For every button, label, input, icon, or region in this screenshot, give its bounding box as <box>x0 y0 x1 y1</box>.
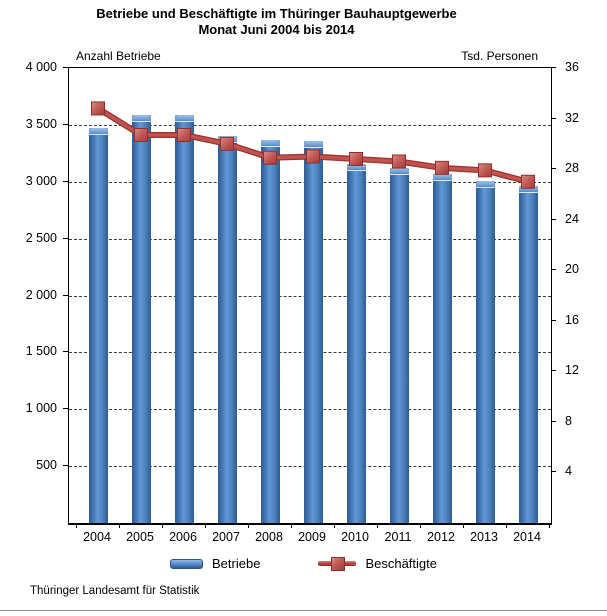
right-axis-tick-label: 36 <box>565 60 579 74</box>
x-axis-tick <box>162 524 163 528</box>
plot-area <box>68 67 552 525</box>
betriebe-bar-swatch-icon <box>170 559 203 569</box>
marker-beschaeftigte-2005 <box>135 128 148 141</box>
left-axis-tick-label: 3 000 <box>25 173 57 188</box>
right-axis-tick <box>551 219 556 220</box>
legend-label-betriebe: Betriebe <box>212 556 261 571</box>
marker-beschaeftigte-2004 <box>92 102 105 115</box>
x-axis-label-2010: 2010 <box>341 530 369 544</box>
source-attribution: Thüringer Landesamt für Statistik <box>30 585 200 597</box>
marker-beschaeftigte-2011 <box>393 155 406 168</box>
x-axis-label-2008: 2008 <box>255 530 283 544</box>
right-axis-header: Tsd. Personen <box>461 49 538 63</box>
right-axis-tick <box>551 269 556 270</box>
legend-label-beschaeftigte: Beschäftigte <box>365 556 437 571</box>
x-axis-label-2005: 2005 <box>126 530 154 544</box>
right-axis-tick-label: 12 <box>565 363 579 378</box>
marker-beschaeftigte-2012 <box>436 161 449 174</box>
right-axis-tick <box>551 118 556 119</box>
left-axis-tick-label: 2 500 <box>25 230 57 245</box>
legend-item-beschaeftigte <box>318 556 437 571</box>
right-axis-tick <box>551 370 556 371</box>
marker-beschaeftigte-2013 <box>479 164 492 177</box>
legend-item-betriebe <box>170 556 260 571</box>
left-axis-tick-label: 1 000 <box>25 401 57 416</box>
chart-title: Betriebe und Beschäftigte im Thüringer Bauhauptgewerbe <box>96 6 457 21</box>
marker-beschaeftigte-2007 <box>221 137 234 150</box>
right-axis-tick <box>551 168 556 169</box>
x-axis-tick <box>377 524 378 528</box>
beschaeftigte-line-layer <box>69 68 551 523</box>
left-axis-tick-label: 1 500 <box>25 344 57 359</box>
right-axis-tick-label: 8 <box>565 413 572 428</box>
left-axis-tick-label: 4 000 <box>25 60 57 74</box>
x-axis-label-2004: 2004 <box>83 530 111 544</box>
left-axis-tick <box>63 124 68 125</box>
right-axis-tick-label: 16 <box>565 312 579 327</box>
beschaeftigte-line-swatch-icon <box>318 557 356 570</box>
x-axis-tick <box>334 524 335 528</box>
marker-beschaeftigte-2009 <box>307 150 320 163</box>
left-axis-tick <box>63 67 68 68</box>
x-axis-tick <box>248 524 249 528</box>
marker-beschaeftigte-2006 <box>178 128 191 141</box>
right-axis-tick <box>551 67 556 68</box>
x-axis-tick <box>463 524 464 528</box>
right-axis-tick <box>551 471 556 472</box>
chart-title-block <box>0 6 553 38</box>
left-axis-tick <box>63 295 68 296</box>
x-axis-label-2006: 2006 <box>169 530 197 544</box>
left-axis-tick <box>63 181 68 182</box>
x-axis-label-2013: 2013 <box>470 530 498 544</box>
bottom-divider <box>0 610 607 611</box>
x-axis-tick <box>549 524 550 528</box>
x-axis-label-2011: 2011 <box>384 530 412 544</box>
right-axis-tick-label: 28 <box>565 161 579 176</box>
right-axis-tick <box>551 320 556 321</box>
marker-beschaeftigte-2010 <box>350 153 363 166</box>
beschaeftigte-line <box>98 108 528 181</box>
left-axis-tick <box>63 408 68 409</box>
x-axis-label-2009: 2009 <box>298 530 326 544</box>
left-axis-tick <box>63 465 68 466</box>
right-axis-tick-label: 20 <box>565 262 579 277</box>
marker-beschaeftigte-2008 <box>264 151 277 164</box>
x-axis-tick <box>506 524 507 528</box>
left-axis-header: Anzahl Betriebe <box>76 49 161 63</box>
x-axis-tick <box>205 524 206 528</box>
x-axis-tick <box>291 524 292 528</box>
right-axis-tick <box>551 421 556 422</box>
x-axis-label-2007: 2007 <box>212 530 240 544</box>
left-axis-tick-label: 500 <box>36 458 57 473</box>
right-axis-tick-label: 32 <box>565 110 579 125</box>
right-axis-tick-label: 4 <box>565 464 572 479</box>
left-axis-tick-label: 3 500 <box>25 116 57 131</box>
left-axis-tick <box>63 351 68 352</box>
x-axis-tick <box>119 524 120 528</box>
x-axis-label-2014: 2014 <box>513 530 541 544</box>
x-axis-tick <box>420 524 421 528</box>
right-axis-tick-label: 24 <box>565 211 579 226</box>
marker-beschaeftigte-2014 <box>522 175 535 188</box>
x-axis-label-2012: 2012 <box>427 530 455 544</box>
legend <box>0 556 607 571</box>
x-axis-tick <box>76 524 77 528</box>
chart-subtitle: Monat Juni 2004 bis 2014 <box>198 22 355 37</box>
left-axis-tick <box>63 238 68 239</box>
left-axis-tick-label: 2 000 <box>25 287 57 302</box>
